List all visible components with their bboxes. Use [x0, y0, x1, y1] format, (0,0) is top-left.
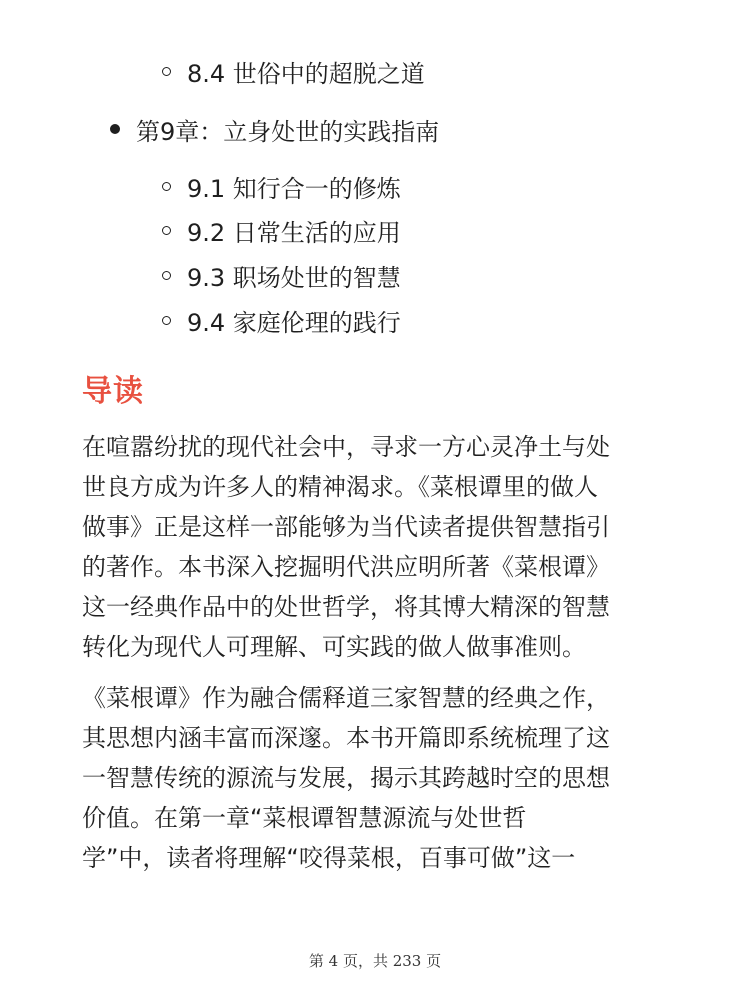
disc-bullet-icon: [110, 124, 120, 134]
text-line: 的著作。本书深入挖掘明代洪应明所著《菜根谭》: [82, 553, 610, 581]
toc-section-label: 9.1 知行合一的修炼: [187, 174, 401, 203]
text-line: 其思想内涵丰富而深邃。本书开篇即系统梳理了这: [82, 724, 610, 752]
page-number-footer: 第 4 页，共 233 页: [308, 952, 442, 970]
circle-bullet-icon: [162, 271, 171, 280]
toc-section-label: 9.3 职场处世的智慧: [187, 263, 401, 292]
toc-section-9-1[interactable]: [162, 166, 401, 206]
toc-section-9-4[interactable]: [162, 300, 401, 340]
text-line: 这一经典作品中的处世哲学，将其博大精深的智慧: [82, 593, 610, 621]
toc-section-8-4[interactable]: [162, 51, 425, 91]
toc-chapter-9[interactable]: [110, 109, 439, 149]
toc-section-label: 9.4 家庭伦理的践行: [187, 308, 401, 337]
text-line: 做事》正是这样一部能够为当代读者提供智慧指引: [82, 513, 610, 541]
text-line: 《菜根谭》作为融合儒释道三家智慧的经典之作，: [82, 684, 610, 712]
toc-section-label: 8.4 世俗中的超脱之道: [187, 59, 425, 88]
section-heading: 导读: [82, 374, 144, 409]
toc-section-9-2[interactable]: [162, 210, 401, 250]
toc-chapter-label: 第9章：立身处世的实践指南: [136, 117, 440, 146]
text-line: 转化为现代人可理解、可实践的做人做事准则。: [82, 633, 586, 661]
toc-section-label: 9.2 日常生活的应用: [187, 218, 401, 247]
paragraph-1: [82, 427, 672, 667]
circle-bullet-icon: [162, 316, 171, 325]
text-line: 价值。在第一章“菜根谭智慧源流与处世哲: [82, 804, 527, 832]
text-line: 在喧嚣纷扰的现代社会中，寻求一方心灵净土与处: [82, 433, 610, 461]
paragraph-2: [82, 678, 672, 878]
circle-bullet-icon: [162, 67, 171, 76]
circle-bullet-icon: [162, 226, 171, 235]
text-line: 世良方成为许多人的精神渴求。《菜根谭里的做人: [82, 473, 598, 501]
toc-section-9-3[interactable]: [162, 255, 401, 295]
text-line: 一智慧传统的源流与发展，揭示其跨越时空的思想: [82, 764, 610, 792]
text-line: 学”中，读者将理解“咬得菜根，百事可做”这一: [82, 844, 576, 872]
circle-bullet-icon: [162, 182, 171, 191]
